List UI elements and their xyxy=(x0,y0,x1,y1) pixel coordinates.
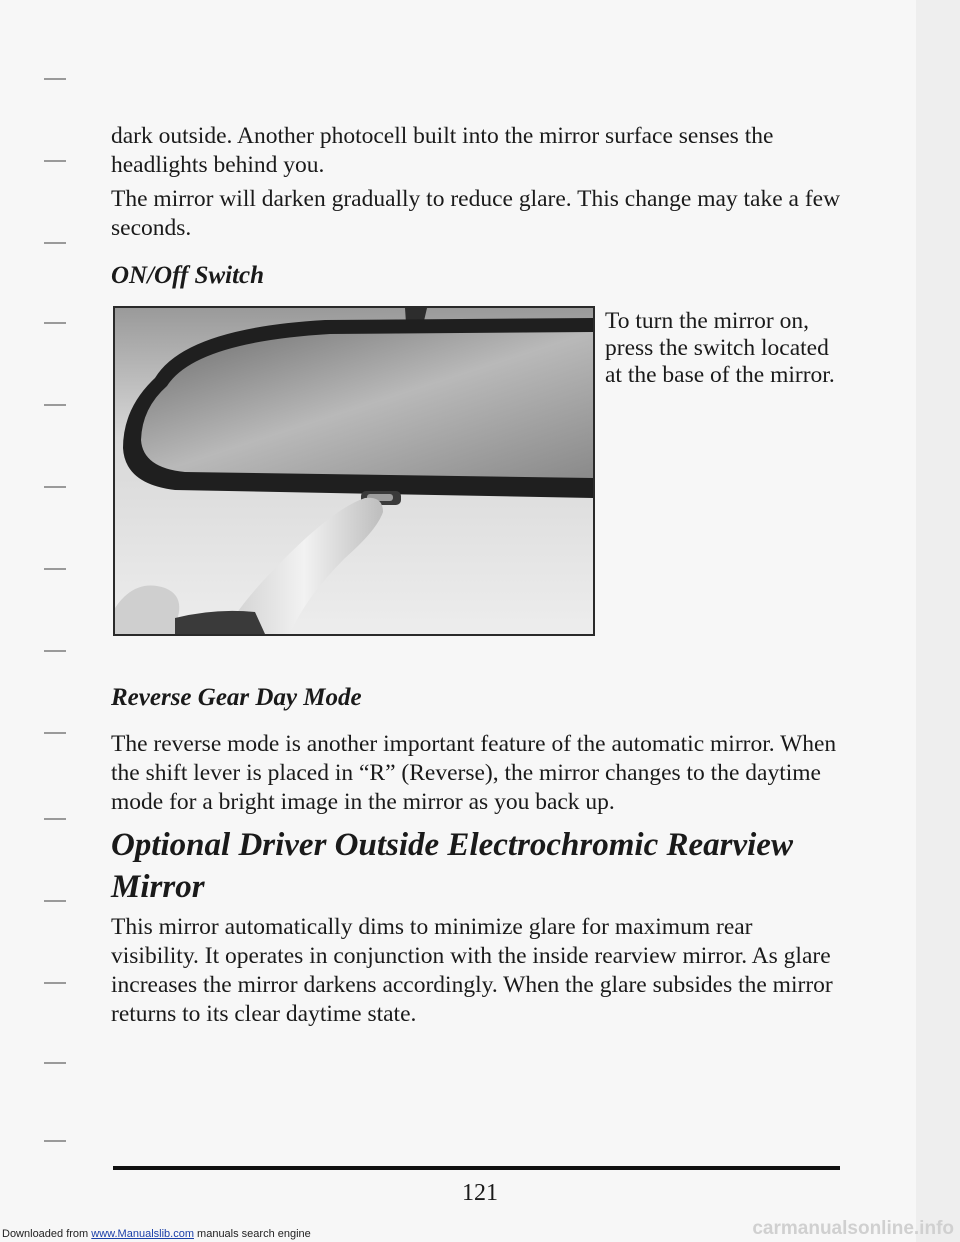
page-number: 121 xyxy=(462,1180,498,1206)
margin-mark xyxy=(44,732,66,734)
download-suffix: manuals search engine xyxy=(193,1228,311,1240)
margin-mark xyxy=(44,78,66,80)
margin-mark xyxy=(44,818,66,820)
margin-mark xyxy=(44,900,66,902)
download-notice xyxy=(2,1228,311,1240)
margin-mark xyxy=(44,486,66,488)
footer-rule xyxy=(113,1166,840,1170)
margin-mark xyxy=(44,650,66,652)
margin-mark xyxy=(44,322,66,324)
margin-mark xyxy=(44,404,66,406)
margin-mark xyxy=(44,160,66,162)
reverse-heading: Reverse Gear Day Mode xyxy=(111,684,362,711)
optional-mirror-paragraph: This mirror automatically dims to minimize glare for maximum rear visibility. It operates in conjunction with the inside rearview mirror. As glare increases the mirror darkens accordingly. When the glare subsides the mirror returns to its clear daytime state. xyxy=(111,914,833,1027)
glare-paragraph: The mirror will darken gradually to reduce glare. This change may take a few seconds. xyxy=(111,186,841,241)
switch-heading: ON/Off Switch xyxy=(111,262,265,289)
optional-mirror-heading: Optional Driver Outside Electrochromic Rearview Mirror xyxy=(111,827,793,905)
switch-instructions: To turn the mirror on, press the switch located at the base of the mirror. xyxy=(605,308,835,388)
intro-paragraph: dark outside. Another photocell built into the mirror surface senses the headlights behind you. xyxy=(111,123,774,178)
manualslib-link[interactable]: www.Manualslib.com xyxy=(91,1228,194,1240)
margin-mark xyxy=(44,242,66,244)
margin-mark xyxy=(44,1140,66,1142)
margin-mark xyxy=(44,568,66,570)
margin-mark xyxy=(44,982,66,984)
watermark: carmanualsonline.info xyxy=(752,1218,954,1239)
reverse-paragraph: The reverse mode is another important feature of the automatic mirror. When the shift lever is placed in “R” (Reverse), the mirror changes to the daytime mode for a bright image in the mirror as you back up. xyxy=(111,731,837,815)
page-edge-shadow xyxy=(916,0,960,1242)
download-prefix: Downloaded from xyxy=(2,1228,92,1240)
mirror-switch-photo xyxy=(113,306,595,636)
margin-mark xyxy=(44,1062,66,1064)
